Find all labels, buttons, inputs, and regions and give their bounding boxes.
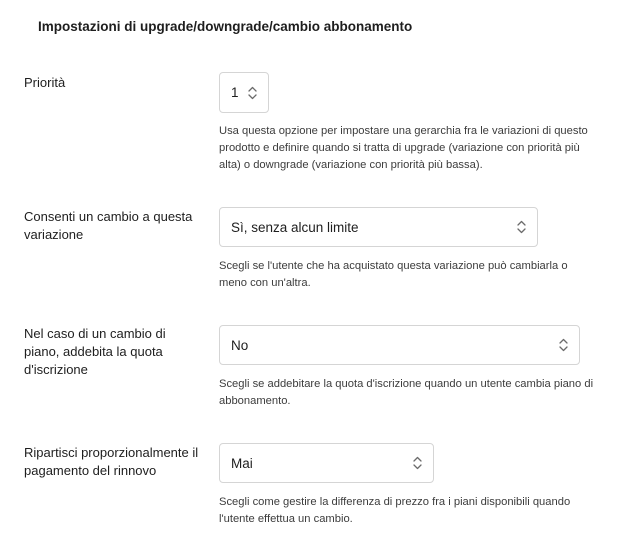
signup-fee-help: Scegli se addebitare la quota d'iscrizione quando un utente cambia piano di abbonamento. (219, 378, 594, 407)
prorate-help: Scegli come gestire la differenza di prezzo fra i piani disponibili quando l'utente effettua un cambio. (219, 496, 571, 525)
signup-fee-select[interactable] (219, 325, 580, 365)
prorate-select[interactable] (219, 443, 434, 483)
up-down-chevron-icon (517, 220, 526, 234)
allow-switch-select[interactable] (219, 207, 538, 247)
prorate-label: Ripartisci proporzionalmente il pagamento del rinnovo (24, 445, 199, 478)
section-title: Impostazioni di upgrade/downgrade/cambio abbonamento (38, 19, 413, 34)
allow-switch-selected: Sì, senza alcun limite (231, 219, 359, 235)
up-down-chevron-icon (413, 456, 422, 470)
priority-stepper[interactable] (219, 72, 269, 113)
allow-switch-label: Consenti un cambio a questa variazione (24, 209, 193, 242)
priority-value: 1 (231, 85, 239, 100)
allow-switch-help: Scegli se l'utente che ha acquistato questa variazione può cambiarla o meno con un'altra. (219, 260, 568, 289)
signup-fee-label: Nel caso di un cambio di piano, addebita la quota d'iscrizione (24, 326, 166, 377)
up-down-chevron-icon (559, 338, 568, 352)
signup-fee-selected: No (231, 337, 249, 353)
up-down-chevron-icon[interactable] (248, 86, 257, 100)
prorate-selected: Mai (231, 455, 253, 471)
priority-label: Priorità (24, 75, 66, 90)
priority-help: Usa questa opzione per impostare una gerarchia fra le variazioni di questo prodotto e definire quando si tratta di upgrade (variazione con priorità più alta) o downgrade (variazione con priorità più bassa). (219, 125, 588, 171)
